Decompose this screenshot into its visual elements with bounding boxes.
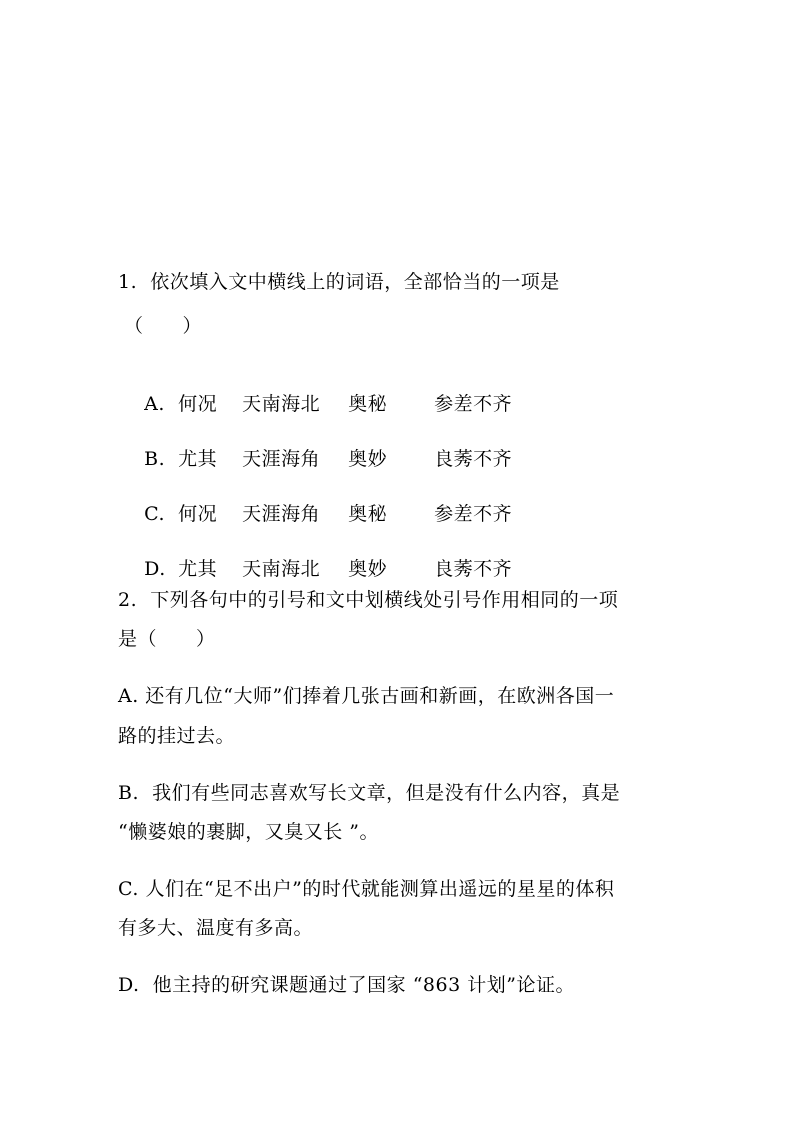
q2-stem-line-2: 是（ ）	[118, 628, 216, 650]
option-word-4: 良莠不齐	[434, 448, 513, 470]
option-word-1: 尤其	[178, 448, 218, 470]
option-word-1: 何况	[178, 503, 218, 525]
option-word-3: 奥秘	[348, 503, 388, 525]
q2-option-a-line-2: 路的挂过去。	[118, 725, 236, 747]
option-word-3: 奥妙	[348, 448, 388, 470]
option-label: A.	[144, 393, 165, 415]
q2-option-d-line-1: D. 他主持的研究课题通过了国家 “863 计划”论证。	[118, 974, 575, 996]
q1-stem: 1. 依次填入文中横线上的词语，全部恰当的一项是	[118, 271, 560, 293]
q2-option-c-line-2: 有多大、温度有多高。	[118, 917, 314, 939]
q2-option-c-line-1: C. 人们在“足不出户”的时代就能测算出遥远的星星的体积	[118, 878, 615, 900]
q2-stem-line-1: 2. 下列各句中的引号和文中划横线处引号作用相同的一项	[118, 589, 619, 611]
option-word-4: 良莠不齐	[434, 558, 513, 580]
option-word-3: 奥妙	[348, 558, 388, 580]
option-word-1: 何况	[178, 393, 218, 415]
option-label: C.	[144, 503, 166, 525]
option-word-3: 奥秘	[348, 393, 388, 415]
q1-answer-blank: （ ）	[124, 315, 203, 337]
option-word-2: 天涯海角	[242, 503, 321, 525]
option-word-2: 天南海北	[242, 393, 321, 415]
option-word-4: 参差不齐	[434, 503, 513, 525]
q2-option-b-line-2: “懒婆娘的裹脚，又臭又长 ”。	[118, 821, 379, 843]
q2-option-b-line-1: B. 我们有些同志喜欢写长文章，但是没有什么内容，真是	[118, 782, 621, 804]
option-word-4: 参差不齐	[434, 393, 513, 415]
option-label: B.	[144, 448, 166, 470]
option-word-2: 天南海北	[242, 558, 321, 580]
option-label: D.	[144, 558, 166, 580]
option-word-2: 天涯海角	[242, 448, 321, 470]
option-word-1: 尤其	[178, 558, 218, 580]
q2-option-a-line-1: A. 还有几位“大师”们捧着几张古画和新画，在欧洲各国一	[118, 685, 615, 707]
